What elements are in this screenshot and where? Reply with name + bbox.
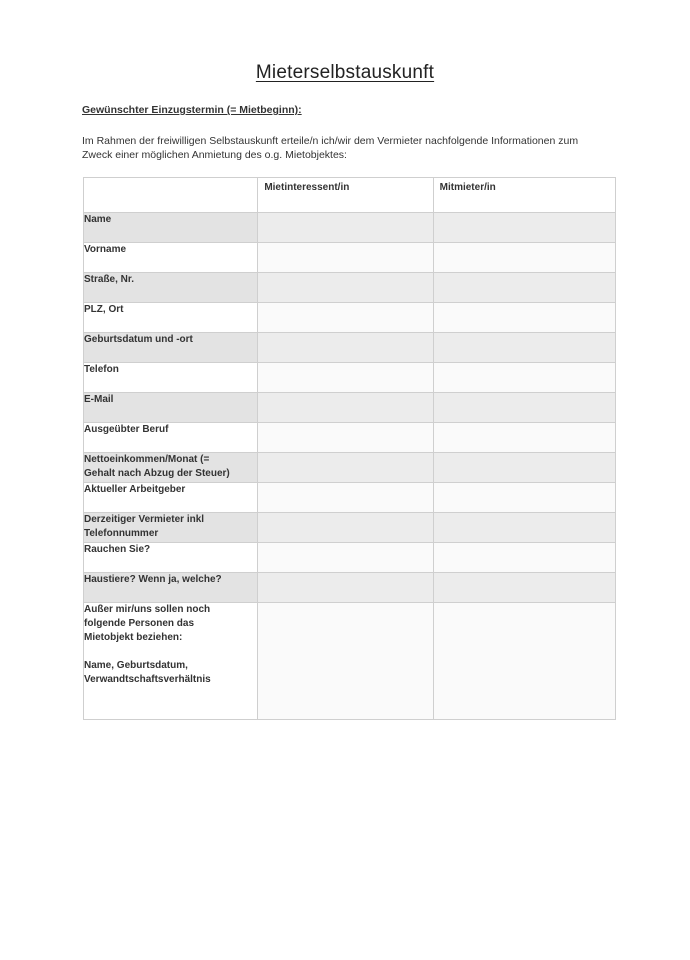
row-label [84,453,258,483]
row-label-line: Telefonnummer [84,528,159,539]
header-co-tenant: Mitmieter/in [433,178,615,213]
row-label-line: Haustiere? Wenn ja, welche? [84,574,222,585]
co-tenant-cell[interactable] [433,213,615,243]
row-label-line: Mietobjekt beziehen: [84,632,183,643]
row-label-line: Derzeitiger Vermieter inkl [84,514,205,525]
row-label-line: Vorname [84,244,127,255]
intro-line: Zweck einer möglichen Anmietung des o.g. Mietobjektes: [82,149,347,161]
table-row [84,513,616,543]
table-row [84,363,616,393]
document-title [0,62,690,84]
co-tenant-cell[interactable] [433,423,615,453]
tenant-info-table [83,177,616,720]
table-header-row [84,178,616,213]
document-title-text: Mieterselbstauskunft [255,62,435,83]
row-label-line: Name, Geburtsdatum, [84,660,188,671]
header-applicant: Mietinteressent/in [258,178,433,213]
row-label [84,273,258,303]
applicant-cell[interactable] [258,333,433,363]
table-row [84,213,616,243]
row-label [84,333,258,363]
applicant-cell[interactable] [258,273,433,303]
row-label [84,243,258,273]
table-row [84,303,616,333]
row-label [84,213,258,243]
table-row [84,543,616,573]
co-tenant-cell[interactable] [433,363,615,393]
move-in-date-label: Gewünschter Einzugstermin (= Mietbeginn): [82,104,302,116]
row-label [84,363,258,393]
co-tenant-cell[interactable] [433,333,615,363]
co-tenant-cell[interactable] [433,303,615,333]
row-label [84,603,258,720]
applicant-cell[interactable] [258,543,433,573]
row-label [84,393,258,423]
row-label [84,573,258,603]
applicant-cell[interactable] [258,243,433,273]
table-row [84,603,616,720]
row-label [84,303,258,333]
applicant-cell[interactable] [258,303,433,333]
co-tenant-cell[interactable] [433,543,615,573]
co-tenant-cell[interactable] [433,513,615,543]
header-empty [84,178,258,213]
applicant-cell[interactable] [258,363,433,393]
applicant-cell[interactable] [258,513,433,543]
co-tenant-cell[interactable] [433,573,615,603]
applicant-cell[interactable] [258,573,433,603]
table-row [84,393,616,423]
applicant-cell[interactable] [258,213,433,243]
row-label-line: Telefon [84,364,119,375]
row-label [84,543,258,573]
row-label-line: Außer mir/uns sollen noch [84,604,211,615]
co-tenant-cell[interactable] [433,393,615,423]
row-label-line: PLZ, Ort [84,304,124,315]
row-label-line: Geburtsdatum und -ort [84,334,193,345]
co-tenant-cell[interactable] [433,483,615,513]
row-label-line: folgende Personen das [84,618,195,629]
co-tenant-cell[interactable] [433,453,615,483]
row-label [84,423,258,453]
row-label-line: Ausgeübter Beruf [84,424,169,435]
table-row [84,453,616,483]
applicant-cell[interactable] [258,423,433,453]
co-tenant-cell[interactable] [433,603,615,720]
row-label [84,513,258,543]
applicant-cell[interactable] [258,393,433,423]
applicant-cell[interactable] [258,453,433,483]
table-row [84,333,616,363]
row-label-line: Name [84,214,112,225]
table-row [84,483,616,513]
intro-text [82,134,612,162]
row-label-line: E-Mail [84,394,114,405]
row-label-line: Nettoeinkommen/Monat (= [84,454,210,465]
table-body [84,213,616,720]
applicant-cell[interactable] [258,483,433,513]
table-row [84,273,616,303]
row-label [84,483,258,513]
row-label-line: Verwandtschaftsverhältnis [84,674,211,685]
co-tenant-cell[interactable] [433,273,615,303]
row-label-line: Straße, Nr. [84,274,135,285]
intro-line: Im Rahmen der freiwilligen Selbstauskunft erteile/n ich/wir dem Vermieter nachfolgende Informationen zum [82,135,579,147]
row-label-line: Rauchen Sie? [84,544,151,555]
co-tenant-cell[interactable] [433,243,615,273]
row-label-line [84,645,257,659]
row-label-line: Gehalt nach Abzug der Steuer) [84,468,230,479]
row-label-line: Aktueller Arbeitgeber [84,484,186,495]
table-row [84,243,616,273]
table-row [84,423,616,453]
table-row [84,573,616,603]
applicant-cell[interactable] [258,603,433,720]
